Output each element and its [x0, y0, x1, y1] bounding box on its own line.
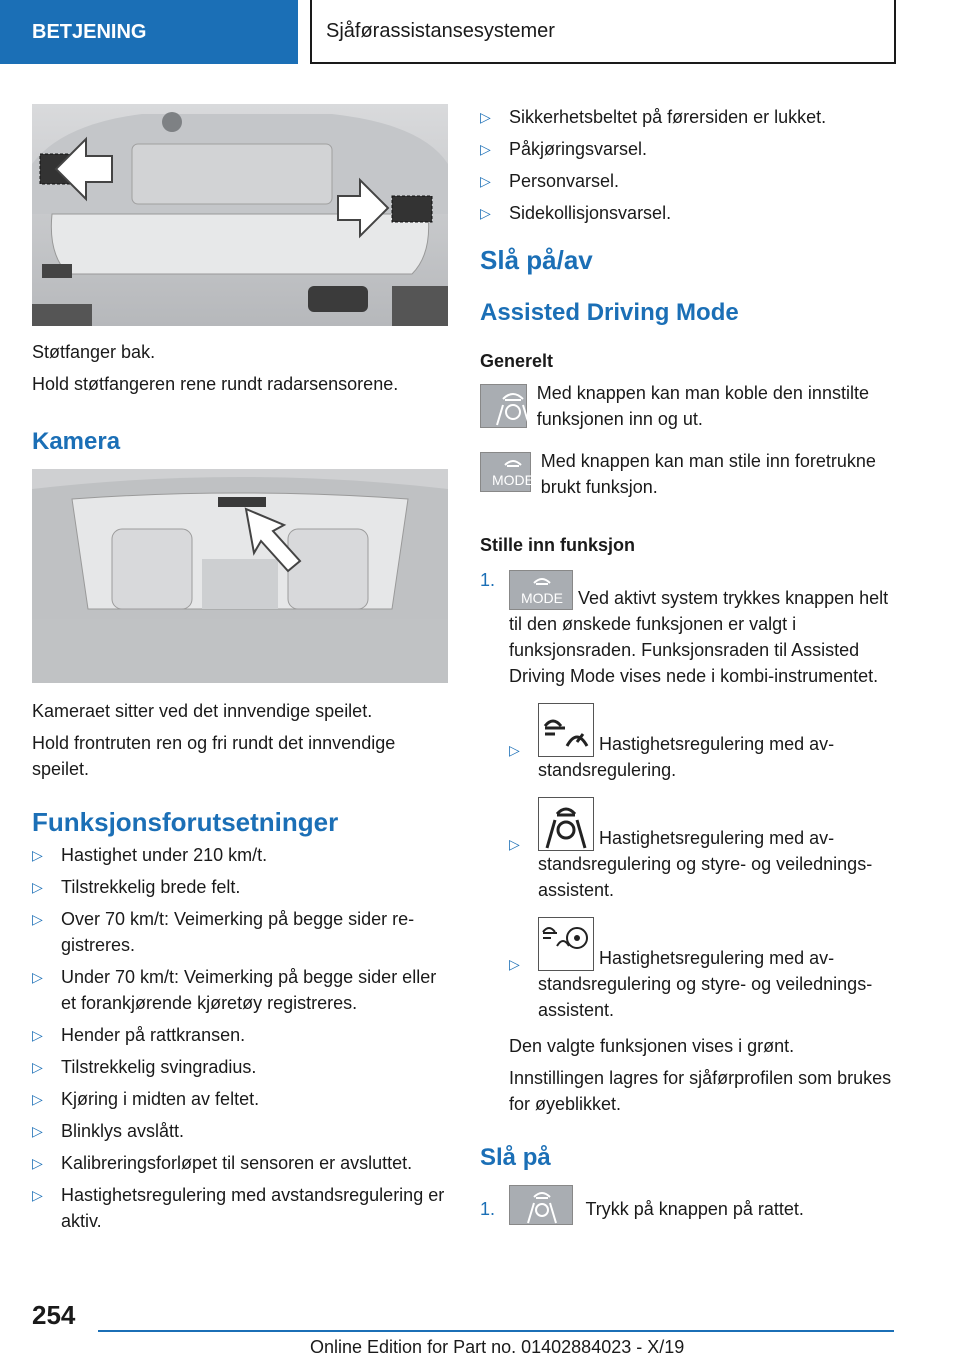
- chapter-title: Sjåførassistansesystemer: [326, 19, 555, 42]
- bullet-icon: ▷: [509, 956, 520, 972]
- list-item: ▷ Personvarsel.: [480, 168, 900, 194]
- general-row-1: [480, 380, 900, 432]
- bullet-icon: ▷: [32, 1187, 43, 1203]
- list-item: ▷ Hastighetsregulering med avstandsregulering er aktiv.: [32, 1182, 448, 1234]
- chapter-header: [310, 0, 896, 64]
- bullet-icon: ▷: [32, 1155, 43, 1171]
- bullet-icon: ▷: [32, 911, 43, 927]
- acc-icon: [538, 703, 594, 757]
- section-tab: [0, 0, 298, 64]
- section-title: BETJENING: [32, 20, 147, 43]
- set-function-heading: Stille inn funksjon: [480, 535, 636, 555]
- step-1: [480, 570, 900, 1117]
- requirements-list-cont: [480, 104, 900, 226]
- bullet-icon: ▷: [509, 742, 520, 758]
- list-item: ▷ Kalibreringsforløpet til sensoren er avsluttet.: [32, 1150, 448, 1176]
- bullet-icon: ▷: [32, 1027, 43, 1043]
- list-item: ▷ Påkjøringsvarsel.: [480, 136, 900, 162]
- step-1-text: Ved aktivt system trykkes knappen helt til den ønskede funksjonen er valgt i funksjonsraden. Funksjonsraden til Assisted Driving Mode vises nede i kombi-instrumentet.: [509, 588, 889, 686]
- list-item: ▷ Over 70 km/t: Veimerking på begge sider registreres.: [32, 906, 448, 958]
- step-number: 1.: [480, 1199, 496, 1219]
- list-item: ▷ Hastighet under 210 km/t.: [32, 842, 448, 868]
- turn-on-heading: Slå på: [480, 1144, 551, 1171]
- saved-note: Innstillingen lagres for sjåførprofilen som brukes for øyeblikket.: [509, 1068, 892, 1114]
- rear-bumper-image: [32, 104, 448, 326]
- bullet-icon: ▷: [32, 847, 43, 863]
- left-column: [32, 104, 448, 1240]
- on-step-text: Trykk på knappen på rattet.: [585, 1199, 804, 1220]
- bullet-icon: ▷: [32, 1123, 43, 1139]
- bullet-icon: ▷: [32, 879, 43, 895]
- bullet-icon: ▷: [32, 969, 43, 985]
- bullet-icon: ▷: [480, 109, 491, 125]
- edition-text: Online Edition for Part no. 01402884023 - X/19: [310, 1337, 685, 1357]
- camera-image: [32, 469, 448, 683]
- list-item: ▷ Tilstrekkelig brede felt.: [32, 874, 448, 900]
- bullet-icon: ▷: [32, 1059, 43, 1075]
- list-item: ▷ Tilstrekkelig svingradius.: [32, 1054, 448, 1080]
- on-step-1: [480, 1185, 900, 1225]
- list-item: ▷ Hastighetsregulering med avstandsregulering og styre- og veiledningsassistent.: [509, 917, 900, 1023]
- mode-button-icon: [509, 570, 573, 610]
- camera-caption: Kameraet sitter ved det innvendige speilet.: [32, 701, 373, 721]
- list-item: ▷ Sidekollisjonsvarsel.: [480, 200, 900, 226]
- list-item: ▷ Sikkerhetsbeltet på førersiden er lukket.: [480, 104, 900, 130]
- right-column: [480, 104, 900, 1225]
- on-off-heading: Slå på/av: [480, 245, 593, 275]
- mode-button-icon: [480, 452, 534, 492]
- bullet-icon: ▷: [480, 173, 491, 189]
- acc-steering-icon: [538, 917, 594, 971]
- mode-heading: Assisted Driving Mode: [480, 299, 739, 326]
- list-item: ▷ Blinklys avslått.: [32, 1118, 448, 1144]
- page-number: 254: [32, 1300, 76, 1330]
- general-text-2: Med knappen kan man stile inn foretrukne brukt funksjon.: [540, 451, 876, 497]
- footer-divider: [98, 1330, 894, 1332]
- list-item: ▷ Hastighetsregulering med avstandsregulering og styre- og veiledningsassistent.: [509, 797, 900, 903]
- list-item: ▷ Under 70 km/t: Veimerking på begge sider eller et forankjørende kjøretøy registreres.: [32, 964, 448, 1016]
- steering-assist-button-icon: [480, 384, 527, 428]
- list-item: ▷ Kjøring i midten av feltet.: [32, 1086, 448, 1112]
- bullet-icon: ▷: [32, 1091, 43, 1107]
- list-item: ▷ Hastighetsregulering med avstandsregulering.: [509, 703, 900, 783]
- general-row-2: [480, 448, 900, 500]
- bumper-note: Hold støtfangeren rene rundt radarsensorene.: [32, 374, 399, 394]
- mode-options-list: [509, 703, 900, 1023]
- list-item: ▷ Hender på rattkransen.: [32, 1022, 448, 1048]
- mode-label: MODE: [521, 590, 563, 606]
- mode-label: MODE: [492, 472, 534, 488]
- step-number: 1.: [480, 570, 496, 590]
- camera-note: Hold frontruten ren og fri rundt det innvendige speilet.: [32, 733, 396, 779]
- camera-heading: Kamera: [32, 428, 121, 455]
- general-text-1: Med knappen kan man koble den innstilte funksjonen inn og ut.: [536, 383, 869, 429]
- bullet-icon: ▷: [480, 141, 491, 157]
- requirements-heading: Funksjonsforutsetninger: [32, 807, 339, 837]
- steering-assist-icon: [538, 797, 594, 851]
- bullet-icon: ▷: [509, 836, 520, 852]
- requirements-list: [32, 842, 448, 1234]
- bumper-caption: Støtfanger bak.: [32, 342, 156, 362]
- bullet-icon: ▷: [480, 205, 491, 221]
- selected-note: Den valgte funksjonen vises i grønt.: [509, 1036, 795, 1056]
- steering-assist-button-icon: [509, 1185, 573, 1225]
- general-heading: Generelt: [480, 351, 554, 371]
